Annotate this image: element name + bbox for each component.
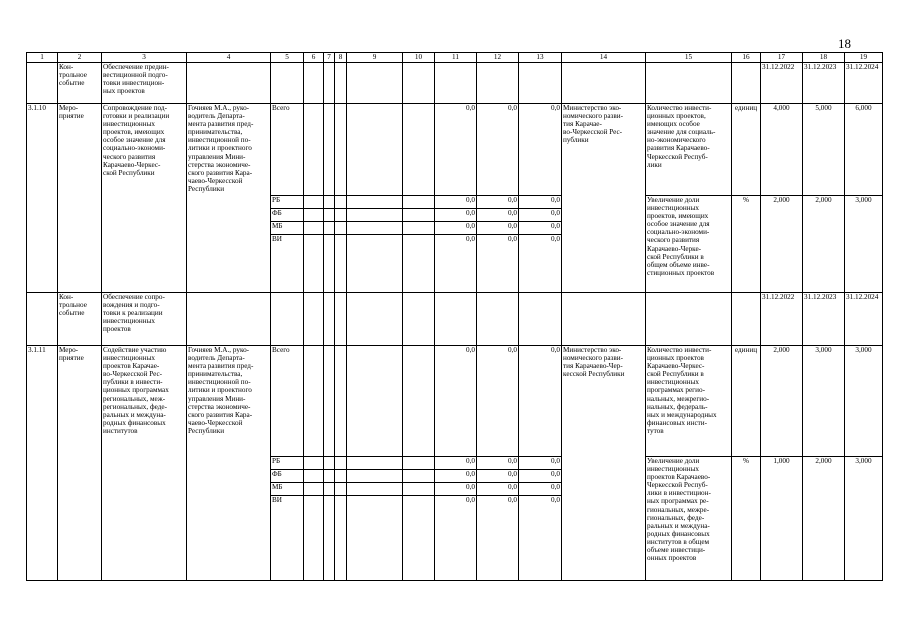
table-cell xyxy=(519,293,562,346)
table-cell xyxy=(403,293,435,346)
amount-2022: 0,0 xyxy=(435,235,477,293)
table-cell xyxy=(403,222,435,235)
table-cell xyxy=(347,483,403,496)
table-cell xyxy=(324,63,335,104)
table-cell xyxy=(324,196,335,209)
funding-source: РБ xyxy=(271,196,304,209)
table-cell xyxy=(304,63,324,104)
table-cell xyxy=(562,63,646,104)
table-cell xyxy=(403,457,435,470)
amount-2024: 0,0 xyxy=(519,346,562,457)
table-cell xyxy=(304,496,324,581)
table-cell xyxy=(304,457,324,470)
funding-source: Всего xyxy=(271,346,304,457)
table-cell xyxy=(347,457,403,470)
table-cell xyxy=(403,470,435,483)
event-name: Обеспечение предин- вестиционной подго- товки инвестицион- ных проектов xyxy=(102,63,187,104)
amount-2022: 0,0 xyxy=(435,496,477,581)
table-cell xyxy=(335,496,347,581)
table-cell xyxy=(477,63,519,104)
funding-source: ВИ xyxy=(271,235,304,293)
table-cell xyxy=(27,63,58,104)
amount-2024: 0,0 xyxy=(519,457,562,470)
measure-type: Меро- приятие xyxy=(58,104,102,293)
table-cell xyxy=(403,235,435,293)
table-cell xyxy=(335,293,347,346)
column-number: 2 xyxy=(58,53,102,63)
table-cell xyxy=(304,104,324,196)
event-name: Обеспечение сопро- вождения и подго- товки к реализации инвестиционных проектов xyxy=(102,293,187,346)
funding-source: Всего xyxy=(271,104,304,196)
indicator-2023: 3,000 xyxy=(803,346,845,457)
table-cell xyxy=(324,346,335,457)
table-cell xyxy=(324,209,335,222)
table-cell xyxy=(347,346,403,457)
table-cell xyxy=(347,104,403,196)
table-cell xyxy=(347,293,403,346)
amount-2022: 0,0 xyxy=(435,104,477,196)
amount-2024: 0,0 xyxy=(519,222,562,235)
table-cell xyxy=(304,235,324,293)
table-cell xyxy=(403,209,435,222)
table-cell xyxy=(335,196,347,209)
table-cell xyxy=(324,235,335,293)
indicator-2022: 2,000 xyxy=(761,346,803,457)
table-cell xyxy=(347,196,403,209)
table-cell xyxy=(562,293,646,346)
table-cell xyxy=(324,104,335,196)
amount-2022: 0,0 xyxy=(435,483,477,496)
table-cell xyxy=(347,63,403,104)
column-number: 11 xyxy=(435,53,477,63)
table-cell xyxy=(403,496,435,581)
measure-name: Содействие участию инвестиционных проектов Карачае- во-Черкесской Рес- публики в инвести- ционных программах региональных, меж- региональных, феде- ральных и междуна- родных финансовых институтов xyxy=(102,346,187,581)
table-cell xyxy=(304,470,324,483)
column-number: 14 xyxy=(562,53,646,63)
indicator-unit: единиц xyxy=(732,346,761,457)
table-cell xyxy=(335,63,347,104)
amount-2022: 0,0 xyxy=(435,209,477,222)
table-cell xyxy=(335,209,347,222)
funding-source: ВИ xyxy=(271,496,304,581)
executor: Министерство эко- номического разви- тия Карачаево-Чер- кесской Республики xyxy=(562,346,646,581)
date-2023: 31.12.2023 xyxy=(803,63,845,104)
date-2024: 31.12.2024 xyxy=(845,63,883,104)
indicator-unit: единиц xyxy=(732,104,761,196)
event-type: Кон- трольное событие xyxy=(58,293,102,346)
amount-2024: 0,0 xyxy=(519,104,562,196)
table-cell xyxy=(519,63,562,104)
table-cell xyxy=(324,483,335,496)
amount-2022: 0,0 xyxy=(435,222,477,235)
column-number: 9 xyxy=(347,53,403,63)
funding-source: ФБ xyxy=(271,209,304,222)
table-cell xyxy=(347,496,403,581)
funding-source: МБ xyxy=(271,483,304,496)
table-cell xyxy=(435,293,477,346)
amount-2023: 0,0 xyxy=(477,483,519,496)
indicator-name: Количество инвести- ционных проектов Карачаево-Черкес- ской Республики в инвестиционных программах регио- нальных, межрегио- нальных, федераль- ных и международных финансовых инсти- тутов xyxy=(646,346,732,457)
date-2022: 31.12.2022 xyxy=(761,293,803,346)
date-2023: 31.12.2023 xyxy=(803,293,845,346)
column-number: 10 xyxy=(403,53,435,63)
column-number: 15 xyxy=(646,53,732,63)
amount-2023: 0,0 xyxy=(477,196,519,209)
indicator-2024: 3,000 xyxy=(845,457,883,581)
table-cell xyxy=(304,196,324,209)
measure-number: 3.1.10 xyxy=(27,104,58,293)
table-cell xyxy=(335,104,347,196)
column-number: 13 xyxy=(519,53,562,63)
column-number: 3 xyxy=(102,53,187,63)
amount-2024: 0,0 xyxy=(519,196,562,209)
page-number: 18 xyxy=(838,36,851,51)
table-cell xyxy=(324,496,335,581)
table-cell xyxy=(732,63,761,104)
column-number: 5 xyxy=(271,53,304,63)
measure-row xyxy=(27,346,883,457)
amount-2024: 0,0 xyxy=(519,235,562,293)
column-number: 4 xyxy=(187,53,271,63)
indicator-2022: 4,000 xyxy=(761,104,803,196)
table-cell xyxy=(271,63,304,104)
amount-2023: 0,0 xyxy=(477,457,519,470)
table-cell xyxy=(324,457,335,470)
table-cell xyxy=(403,104,435,196)
indicator-2023: 2,000 xyxy=(803,457,845,581)
table-cell xyxy=(403,63,435,104)
table-cell xyxy=(324,293,335,346)
column-number: 12 xyxy=(477,53,519,63)
table-cell xyxy=(732,293,761,346)
amount-2023: 0,0 xyxy=(477,209,519,222)
amount-2024: 0,0 xyxy=(519,209,562,222)
table-cell xyxy=(324,222,335,235)
amount-2022: 0,0 xyxy=(435,346,477,457)
control-event-row xyxy=(27,293,883,346)
table-cell xyxy=(403,346,435,457)
date-2024: 31.12.2024 xyxy=(845,293,883,346)
column-number: 17 xyxy=(761,53,803,63)
indicator-name: Увеличение доли инвестиционных проектов Карачаево- Черкесской Респуб- лики в инвестицион- ных программах ре- гиональных, межре- гиональных, феде- ральных и междуна- родных финансовых институтов в общем объеме инвестици- онных проектов xyxy=(646,457,732,581)
responsible-person: Гочияев М.А., руко- водитель Департа- мента развития пред- принимательства, инвестиционной по- литики и проектного управления Мини- стерства экономиче- ского развития Кара- чаево-Черкесской Республики xyxy=(187,346,271,581)
column-number: 6 xyxy=(304,53,324,63)
table-cell xyxy=(335,222,347,235)
table-cell xyxy=(304,346,324,457)
table-cell xyxy=(347,209,403,222)
table-cell xyxy=(646,63,732,104)
table-cell xyxy=(435,63,477,104)
amount-2023: 0,0 xyxy=(477,222,519,235)
amount-2022: 0,0 xyxy=(435,470,477,483)
measure-type: Меро- приятие xyxy=(58,346,102,581)
indicator-2023: 2,000 xyxy=(803,196,845,293)
table-cell xyxy=(347,235,403,293)
table-cell xyxy=(646,293,732,346)
event-type: Кон- трольное событие xyxy=(58,63,102,104)
table-cell xyxy=(477,293,519,346)
indicator-2024: 3,000 xyxy=(845,196,883,293)
column-number: 1 xyxy=(27,53,58,63)
table-cell xyxy=(27,293,58,346)
amount-2023: 0,0 xyxy=(477,104,519,196)
program-measures-table xyxy=(26,52,883,581)
indicator-unit: % xyxy=(732,196,761,293)
table-cell xyxy=(304,222,324,235)
amount-2023: 0,0 xyxy=(477,470,519,483)
amount-2023: 0,0 xyxy=(477,496,519,581)
amount-2022: 0,0 xyxy=(435,196,477,209)
funding-source: РБ xyxy=(271,457,304,470)
column-number: 8 xyxy=(335,53,347,63)
amount-2022: 0,0 xyxy=(435,457,477,470)
table-cell xyxy=(347,470,403,483)
table-cell xyxy=(403,196,435,209)
table-cell xyxy=(335,470,347,483)
table-cell xyxy=(187,293,271,346)
measure-name: Сопровождение под- готовки и реализации инвестиционных проектов, имеющих особое значение для социально-экономи- ческого развития Карачаево-Черкес- ской Республики xyxy=(102,104,187,293)
responsible-person: Гочияев М.А., руко- водитель Департа- мента развития пред- принимательства, инвестиционной по- литики и проектного управления Мини- стерства экономиче- ского развития Кара- чаево-Черкесской Республики xyxy=(187,104,271,293)
column-number: 7 xyxy=(324,53,335,63)
table-cell xyxy=(403,483,435,496)
indicator-unit: % xyxy=(732,457,761,581)
measure-number: 3.1.11 xyxy=(27,346,58,581)
date-2022: 31.12.2022 xyxy=(761,63,803,104)
table-cell xyxy=(187,63,271,104)
amount-2024: 0,0 xyxy=(519,483,562,496)
indicator-name: Количество инвести- ционных проектов, имеющих особое значение для социаль- но-экономического развития Карачаево- Черкесской Респуб- лики xyxy=(646,104,732,196)
executor: Министерство эко- номического разви- тия Карачае- во-Черкесской Рес- публики xyxy=(562,104,646,293)
header-row xyxy=(27,53,883,63)
table-cell xyxy=(335,457,347,470)
indicator-2022: 1,000 xyxy=(761,457,803,581)
table-cell xyxy=(335,346,347,457)
control-event-row xyxy=(27,63,883,104)
table-cell xyxy=(347,222,403,235)
table-cell xyxy=(304,209,324,222)
table-cell xyxy=(304,293,324,346)
table-cell xyxy=(335,483,347,496)
table-cell xyxy=(304,483,324,496)
table-cell xyxy=(324,470,335,483)
column-number: 16 xyxy=(732,53,761,63)
amount-2024: 0,0 xyxy=(519,470,562,483)
column-number: 19 xyxy=(845,53,883,63)
column-number: 18 xyxy=(803,53,845,63)
indicator-2023: 5,000 xyxy=(803,104,845,196)
indicator-2022: 2,000 xyxy=(761,196,803,293)
indicator-name: Увеличение доли инвестиционных проектов, имеющих особое значение для социально-экономи- ческого развития Карачаево-Черке- ской Республики в общем объеме инве- стиционных проектов xyxy=(646,196,732,293)
indicator-2024: 6,000 xyxy=(845,104,883,196)
amount-2023: 0,0 xyxy=(477,346,519,457)
table-cell xyxy=(271,293,304,346)
funding-source: ФБ xyxy=(271,470,304,483)
funding-source: МБ xyxy=(271,222,304,235)
amount-2024: 0,0 xyxy=(519,496,562,581)
measure-row xyxy=(27,104,883,196)
indicator-2024: 3,000 xyxy=(845,346,883,457)
amount-2023: 0,0 xyxy=(477,235,519,293)
table-cell xyxy=(335,235,347,293)
